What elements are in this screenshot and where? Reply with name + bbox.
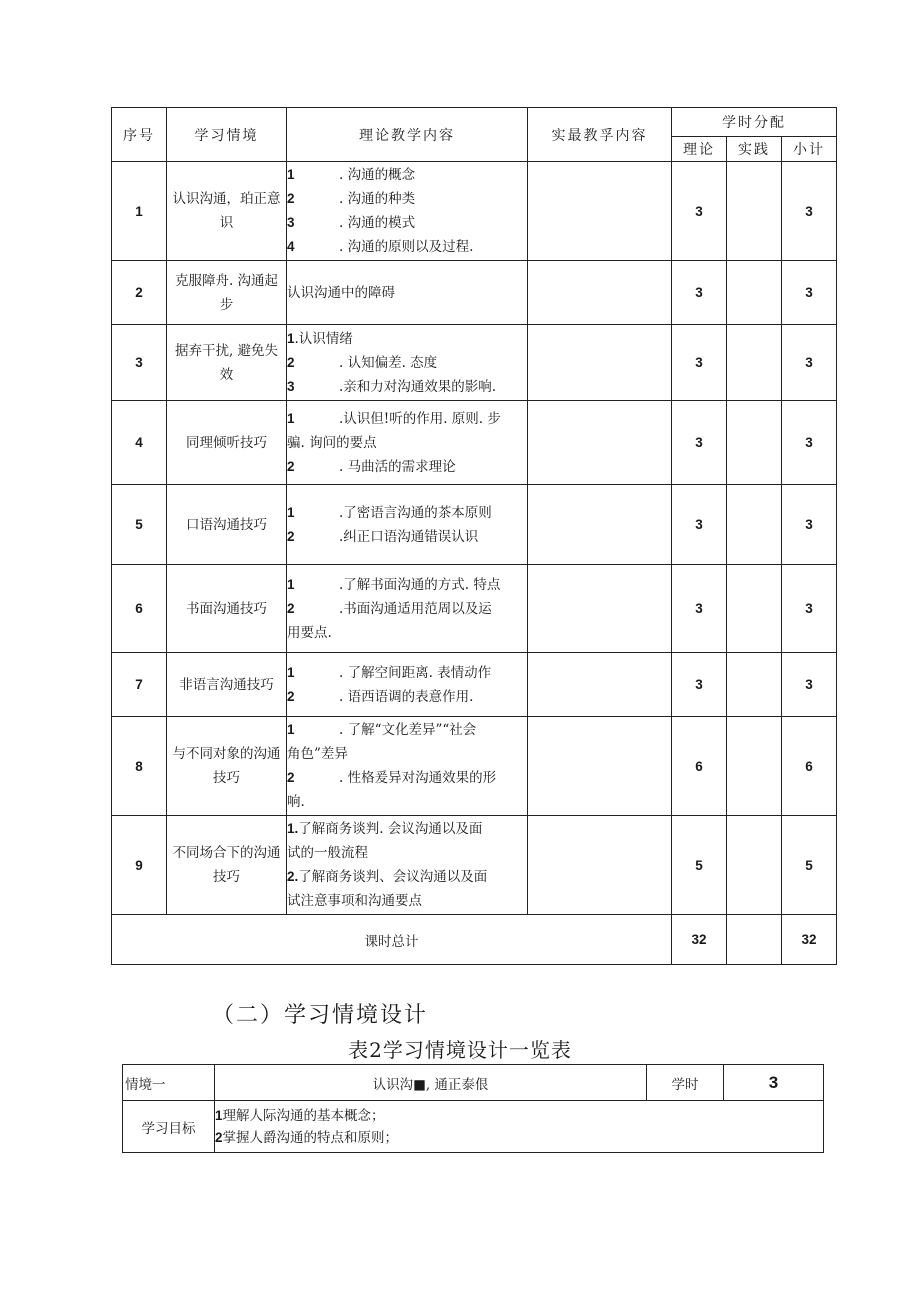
- item-number: 3: [287, 215, 295, 230]
- item-number: 1.: [287, 821, 299, 836]
- item-text: . 沟通的概念: [339, 167, 416, 183]
- item-text: . 了解空间距离. 表情动作: [339, 664, 492, 681]
- item-number: 4: [287, 239, 295, 254]
- header-theory-hours: 理论: [672, 137, 727, 162]
- item-number: 1: [287, 504, 295, 520]
- item-text: 认识沟通中的障碍: [287, 284, 395, 301]
- row-theory-content: [287, 261, 528, 325]
- item-text: .认识但!听的作用. 原则. 步: [339, 410, 501, 427]
- section-heading: （二）学习情境设计: [212, 1003, 429, 1028]
- item-number: 2: [287, 458, 295, 474]
- item-number: 2: [287, 770, 295, 785]
- goals-label: 学习目标: [123, 1101, 215, 1153]
- row-practice-content: [528, 261, 672, 325]
- row-theory-hours: 3: [672, 162, 727, 261]
- item-number: 3: [287, 378, 295, 394]
- item-number: 2.: [287, 869, 299, 884]
- row-subtotal: 3: [782, 565, 837, 653]
- total-subtotal: 32: [782, 915, 837, 965]
- row-practice-content: [528, 485, 672, 565]
- item-text: . 马曲活的需求理论: [339, 458, 456, 475]
- row-seq: 4: [112, 401, 167, 485]
- goals-content: [215, 1101, 824, 1153]
- row-scenario: 不同场合下的沟通技巧: [167, 816, 287, 915]
- scenario-hours: 3: [724, 1065, 824, 1101]
- table-row: [112, 653, 837, 717]
- total-row: [112, 915, 837, 965]
- item-text: 了解商务谈判、会议沟通以及面: [298, 869, 488, 885]
- item-text: 试注意事项和沟通要点: [287, 893, 422, 909]
- row-subtotal: 5: [782, 816, 837, 915]
- row-subtotal: 3: [782, 485, 837, 565]
- header-practice-content: 实最教孚内容: [528, 108, 672, 162]
- table-row: [112, 717, 837, 816]
- row-theory-content: [287, 162, 528, 261]
- item-text: . 认知偏差. 态度: [339, 354, 438, 371]
- row-subtotal: 3: [782, 653, 837, 717]
- row-theory-hours: 3: [672, 485, 727, 565]
- table-row: [112, 485, 837, 565]
- item-number: 1: [287, 664, 295, 680]
- row-scenario: 非语言沟通技巧: [167, 653, 287, 717]
- row-practice-hours: [727, 653, 782, 717]
- row-subtotal: 3: [782, 401, 837, 485]
- row-scenario: 认识沟通，珀正意识: [167, 162, 287, 261]
- item-number: 2: [287, 600, 295, 616]
- row-seq: 8: [112, 717, 167, 816]
- row-seq: 6: [112, 565, 167, 653]
- row-practice-hours: [727, 816, 782, 915]
- item-text: 骗. 询问的要点: [287, 434, 377, 451]
- row-theory-content: [287, 653, 528, 717]
- header-theory-content: 理论教学内容: [287, 108, 528, 162]
- item-text: 用要点.: [287, 624, 332, 641]
- goal-text: 理解人际沟通的基本概念；: [222, 1107, 385, 1124]
- row-practice-content: [528, 325, 672, 401]
- header-subtotal: 小计: [782, 137, 837, 162]
- item-text: . 性格爰异对沟通效果的形: [339, 770, 497, 786]
- item-text: 了解商务谈判. 会议沟通以及面: [298, 821, 483, 837]
- item-number: 2: [287, 528, 295, 544]
- row-scenario: 与不同对象的沟通技巧: [167, 717, 287, 816]
- row-theory-content: [287, 717, 528, 816]
- item-text: .了密语言沟通的茶本原则: [339, 504, 492, 521]
- row-theory-content: [287, 485, 528, 565]
- table-row: [112, 565, 837, 653]
- item-text: 试的一般流程: [287, 845, 368, 861]
- row-practice-hours: [727, 261, 782, 325]
- row-practice-hours: [727, 401, 782, 485]
- item-text: .认识情绪: [294, 330, 353, 347]
- item-text: . 沟通的原则以及过程.: [339, 239, 474, 255]
- row-theory-content: [287, 325, 528, 401]
- row-seq: 9: [112, 816, 167, 915]
- row-practice-content: [528, 565, 672, 653]
- row-seq: 2: [112, 261, 167, 325]
- row-seq: 7: [112, 653, 167, 717]
- row-scenario: 书面沟通技巧: [167, 565, 287, 653]
- row-theory-hours: 3: [672, 653, 727, 717]
- item-text: . 沟通的种类: [339, 191, 416, 207]
- goal-number: 2: [215, 1129, 223, 1145]
- table-row: [112, 325, 837, 401]
- hours-label: 学时: [647, 1065, 724, 1101]
- scenario-label: 情境一: [123, 1065, 215, 1101]
- row-theory-content: [287, 565, 528, 653]
- row-practice-hours: [727, 717, 782, 816]
- total-practice-hours: [727, 915, 782, 965]
- row-seq: 5: [112, 485, 167, 565]
- item-number: 1: [287, 576, 295, 592]
- item-number: 1: [287, 410, 295, 426]
- row-practice-content: [528, 717, 672, 816]
- row-practice-content: [528, 653, 672, 717]
- row-practice-hours: [727, 565, 782, 653]
- item-text: 响.: [287, 794, 305, 810]
- row-subtotal: 3: [782, 162, 837, 261]
- item-text: .了解书面沟通的方式. 特点: [339, 576, 501, 593]
- item-text: .纠正口语沟通错误认识: [339, 528, 479, 545]
- row-theory-content: [287, 816, 528, 915]
- item-number: 2: [287, 688, 295, 704]
- item-number: 1: [287, 167, 295, 182]
- row-scenario: 同理倾听技巧: [167, 401, 287, 485]
- table-row: [112, 816, 837, 915]
- item-text: .书面沟通适用范周以及运: [339, 600, 492, 617]
- table2-title: 表2学习情境设计一览表: [348, 1038, 572, 1062]
- row-practice-content: [528, 162, 672, 261]
- row-practice-content: [528, 401, 672, 485]
- row-practice-hours: [727, 325, 782, 401]
- item-number: 2: [287, 354, 295, 370]
- row-practice-hours: [727, 485, 782, 565]
- row-subtotal: 3: [782, 261, 837, 325]
- row-practice-hours: [727, 162, 782, 261]
- item-text: . 沟通的模式: [339, 215, 416, 231]
- item-text: 角色”差异: [287, 746, 348, 762]
- row-theory-hours: 3: [672, 325, 727, 401]
- row-theory-content: [287, 401, 528, 485]
- scenario-design-table: [122, 1064, 824, 1153]
- row-theory-hours: 3: [672, 401, 727, 485]
- row-seq: 1: [112, 162, 167, 261]
- header-hours-allocation: 学时分配: [672, 108, 837, 137]
- row-theory-hours: 3: [672, 565, 727, 653]
- row-theory-hours: 5: [672, 816, 727, 915]
- table-row: [112, 162, 837, 261]
- row-subtotal: 6: [782, 717, 837, 816]
- item-text: . 了解“文化差异”“社会: [339, 722, 477, 738]
- row-theory-hours: 3: [672, 261, 727, 325]
- item-text: .亲和力对沟通效果的影响.: [339, 378, 497, 395]
- row-seq: 3: [112, 325, 167, 401]
- item-text: . 语西语调的表意作用.: [339, 688, 474, 705]
- goal-text: 掌握人爵沟通的特点和原则；: [222, 1129, 399, 1146]
- course-hours-table: [111, 107, 837, 965]
- header-seq: 序号: [112, 108, 167, 162]
- item-number: 1: [287, 722, 295, 737]
- header-scenario: 学习情境: [167, 108, 287, 162]
- table-row: [112, 401, 837, 485]
- row-theory-hours: 6: [672, 717, 727, 816]
- row-scenario: 据弃干扰, 避免失效: [167, 325, 287, 401]
- item-number: 2: [287, 191, 295, 206]
- row-scenario: 口语沟通技巧: [167, 485, 287, 565]
- goal-number: 1: [215, 1107, 223, 1123]
- total-label: 课时总计: [112, 915, 672, 965]
- row-practice-content: [528, 816, 672, 915]
- scenario-name: 认识沟■, 通正泰佷: [215, 1065, 647, 1101]
- item-number: 1: [287, 330, 295, 346]
- header-practice-hours: 实践: [727, 137, 782, 162]
- row-subtotal: 3: [782, 325, 837, 401]
- row-scenario: 克服障舟. 沟通起步: [167, 261, 287, 325]
- total-theory-hours: 32: [672, 915, 727, 965]
- table-row: [112, 261, 837, 325]
